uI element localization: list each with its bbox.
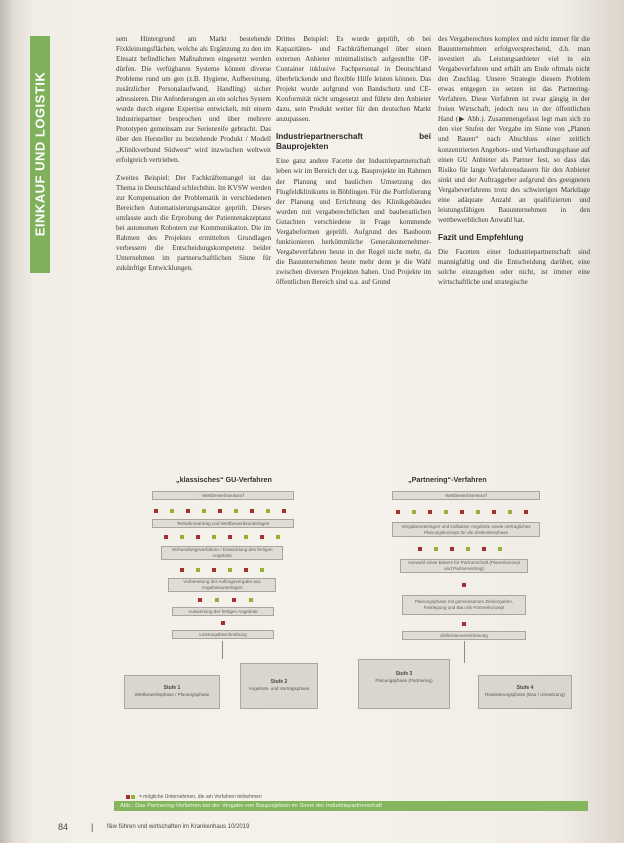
participant-marker: [524, 510, 528, 514]
participant-marker: [462, 622, 466, 626]
paragraph: Zweites Beispiel: Der Fachkräftemangel ist das Thema in Deutschland schlechthin. Im KVSW werden zur Kompensation der Problematik in verschiedenen Bereichen Automatisierungsansätze geprüft. Dieses umfasste auch die Erprobung der Patientenakzeptanz bei autonomen Robotern zur Kommunikation. Die im Rahmen des Projektes ermittelten Grundlagen verbessern die Entscheidungskompetenz beider Unternehmen im partnerschaftlichen Sinne für zukünftige Entwicklungen.: [116, 173, 271, 273]
connector-line: [222, 641, 223, 659]
paragraph: sem Hintergrund am Markt bestehende Fixkleinungsflächen, welche als Ergänzung zu den im Einsatz befindlichen Maßnahmen eingesetzt werden dürfen. Die verfügbaren Systeme können diverse Probleme rund um gen (z.B. Hygiene, Aufbereitung, zusätzlicher Personalaufwand, Handling) sicher adressieren. Die Anforderungen an ein solches System wurde durch eigene Expertise entwickelt, mit einem Industriepartner besprochen und über mehrere Prototypen gemeinsam zur Serienreife gebracht. Das über den Hersteller zu beziehende Produkt / Modell „Klinikverbund Südwest“ wird inzwischen weltweit erfolgreich vertrieben.: [116, 35, 271, 164]
flow-box-right: Zielkostenvereinbarung: [402, 631, 526, 640]
stage-box: [478, 675, 572, 709]
legend-swatch-red: [126, 795, 130, 799]
figure-legend: [126, 794, 262, 800]
flow-box-left: Auswertung der fertigen Angebote: [172, 607, 274, 616]
flow-box-right: Vergabeunterlagen und indikative Angebote sowie vertragliches Planungskonzept für die Zielkostenphase: [392, 522, 540, 537]
participant-marker: [198, 598, 202, 602]
participant-marker: [476, 510, 480, 514]
participant-marker: [434, 547, 438, 551]
participant-marker: [249, 598, 253, 602]
participant-marker: [244, 535, 248, 539]
section-heading: Fazit und Empfehlung: [438, 232, 524, 242]
section-heading: Industriepartnerschaft bei Bauprojekten: [276, 132, 431, 152]
participant-marker: [250, 509, 254, 513]
stage-title: Stufe 1: [163, 685, 181, 691]
participant-marker: [418, 547, 422, 551]
participant-marker: [466, 547, 470, 551]
flow-box-right: Wettbewerbsentwurf: [392, 491, 540, 500]
participant-marker: [180, 535, 184, 539]
connector-line: [464, 641, 465, 663]
page-number: 84: [58, 822, 69, 832]
participant-marker: [202, 509, 206, 513]
flow-box-left: Wettbewerbsentwurf: [152, 491, 294, 500]
stage-text: Wettbewerbsphase / Planungsphase: [134, 691, 210, 697]
footer-separator: |: [91, 822, 94, 832]
stage-text: Planungsphase (Partnering): [375, 677, 433, 683]
stage-box: [240, 663, 318, 709]
participant-marker: [482, 547, 486, 551]
stage-text: Realisierungsphase (Bau / Umsetzung): [485, 691, 565, 697]
flow-box-left: Teilnahmeantrag und Wettbewerbsunterlagen: [152, 519, 294, 528]
participant-marker: [232, 598, 236, 602]
participant-marker: [228, 535, 232, 539]
flow-box-left: Verhandlungsverfahren / Entwicklung des fertigen Angebots: [161, 546, 283, 560]
participant-marker: [428, 510, 432, 514]
participant-marker: [282, 509, 286, 513]
paragraph: Die Facetten einer Industriepartnerschaft sind mannigfaltig und die Entscheidung darüber, eine solche einzugehen oder nicht, ist immer eine wirtschaftliche und strategische: [438, 247, 590, 287]
paragraph: Eine ganz andere Facette der Industriepartnerschaft leben wir im Bereich der u.g. Bauprojekte im Rahmen der Planung und baulichen Umsetzung des Flugfeldklinikums in Böblingen. Für die Portfolierung der Planung und Errichtung des Klinikgebäudes wurden mit vergaberechtlichen und bauberatlichen Gutachten verschiedene in Frage kommende Vergabeformen geprüft. Aufgrund des Bauboom funktionieren herkömmliche Generalunternehmer-Vergabeverfahren heute in der Regel nicht mehr, da die Bauunternehmen heute mehr denn je die Wahl zwischen diversen Projekten haben. Und Projekte im öffentlichen Bereich sind u.a. auf Grund: [276, 157, 431, 286]
paragraph: Drittes Beispiel: Es wurde geprüft, ob bei Kapazitäten- und Fachkräftemangel über einen externen Anbieter minimalistisch aufgestellte OP-Container inklusive Fachpersonal in Deutschland überbrückende und flexible Hilfe leisten können. Das Projekt wurde aufgrund von Bandschutz und CE-Konformität nicht umgesetzt und führte den Anbieter dazu, sein Produkt weiter für den deutschen Markt anzupassen.: [276, 35, 431, 124]
flow-box-right: Auswahl eines Bieters für Partnerschaft (Planerkonzept und Partnervertrag): [400, 559, 528, 573]
column-3: [438, 34, 590, 295]
participant-marker: [462, 583, 466, 587]
participant-marker: [221, 621, 225, 625]
participant-marker: [498, 547, 502, 551]
column-1: [116, 34, 271, 281]
stage-title: Stufe 4: [516, 685, 534, 691]
participant-marker: [212, 535, 216, 539]
column-2: [276, 34, 431, 295]
magazine-name: f&w führen und wirtschaften im Krankenhaus 10/2019: [107, 824, 250, 830]
participant-marker: [444, 510, 448, 514]
participant-marker: [260, 535, 264, 539]
flow-box-left: Leistungsbeschreibung: [172, 630, 274, 639]
stage-box: [358, 659, 450, 709]
paragraph: des Vergaberechtes komplex und nicht immer für die Bauunternehmen erfolgversprechend, d.h. man investiert als Leistungsanbieter viel in ein Vergabeverfahren und erhält am Ende oftmals nicht den Zuschlag. Unsere Strategie diesem Problem etwas entgegen zu setzen ist das Partnering-Verfahren. Diese Verfahren ist zwar gängig in der freien Wirtschaft, jedoch neu in der öffentlichen Hand (▶ Abb.). Zusammengefasst legt man sich zu den vier Stufen der Vergabe im Sinne von „Planen und Bauen“ nach Abschluss einer zeitlich konzentrierten Angebots- und Verhandlungsphase auf einen GU Anbieter als Partner fest, so dass das Risiko für lange Verfahrensdauern für den Anbieter sinkt und der Auftraggeber aufgrund des geeigneten Vergabeverfahrens trotz des schwierigen Marktlage eine adäquate Anzahl an qualifizierten und leistungsfähigen Bauunternehmen in den wettbewerblichen Anwahl hat.: [438, 35, 590, 224]
participant-marker: [164, 535, 168, 539]
participant-marker: [412, 510, 416, 514]
sidebar-label: EINKAUF UND LOGISTIK: [32, 71, 48, 237]
participant-marker: [244, 568, 248, 572]
stage-title: Stufe 3: [395, 671, 413, 677]
process-figure: [112, 467, 596, 774]
legend-text: = mögliche Unternehmen, die am Verfahren teilnehmen: [139, 794, 262, 800]
participant-marker: [266, 509, 270, 513]
participant-marker: [212, 568, 216, 572]
flow-box-left: Vorbereitung der Auftragsvergabe aus Angebotsunterlagen: [168, 578, 276, 592]
participant-marker: [186, 509, 190, 513]
flow-box-right: Planungsphase mit gemeinsamen Zielvorgaben, Festlegung und Bau als Partnerkonzept: [402, 595, 526, 615]
participant-marker: [154, 509, 158, 513]
participant-marker: [215, 598, 219, 602]
participant-marker: [396, 510, 400, 514]
participant-marker: [170, 509, 174, 513]
participant-marker: [460, 510, 464, 514]
participant-marker: [450, 547, 454, 551]
figure-caption: Abb.: Das Partnering-Verfahren bei der Vergabe von Bauprojekten im Sinne der Industriepartnerschaft: [114, 801, 588, 811]
stage-box: [124, 675, 220, 709]
participant-marker: [234, 509, 238, 513]
stage-text: Angebots- und Vertragsphase: [248, 685, 310, 691]
participant-marker: [218, 509, 222, 513]
legend-swatch-green: [131, 795, 135, 799]
participant-marker: [508, 510, 512, 514]
participant-marker: [492, 510, 496, 514]
participant-marker: [196, 568, 200, 572]
left-figure-title: „klassisches“ GU-Verfahren: [176, 475, 272, 484]
right-figure-title: „Partnering“-Verfahren: [408, 475, 487, 484]
participant-marker: [276, 535, 280, 539]
participant-marker: [196, 535, 200, 539]
participant-marker: [260, 568, 264, 572]
participant-marker: [180, 568, 184, 572]
stage-title: Stufe 2: [270, 679, 288, 685]
participant-marker: [228, 568, 232, 572]
